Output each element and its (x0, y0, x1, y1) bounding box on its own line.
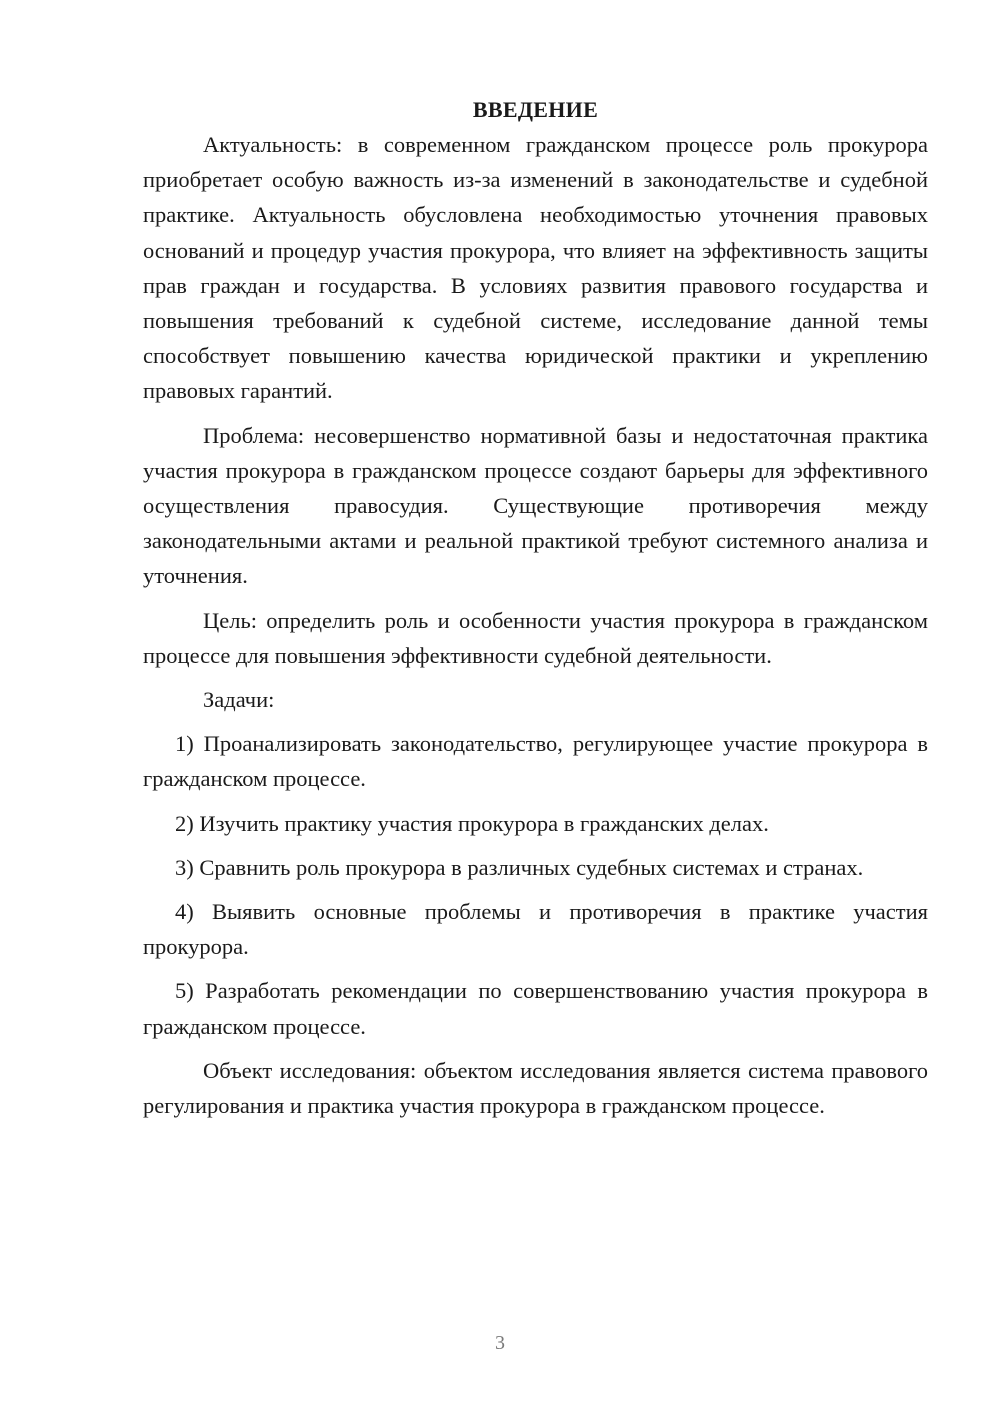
task-item-1: 1) Проанализировать законодательство, регулирующее участие прокурора в гражданском процессе. (143, 731, 928, 792)
section-title: ВВЕДЕНИЕ (472, 97, 599, 122)
document-page (143, 92, 928, 1123)
tasks-list (143, 726, 928, 1044)
page-number: 3 (495, 1332, 505, 1354)
relevance-paragraph: Актуальность: в современном гражданском процессе роль прокурора приобретает особую важность из-за изменений в законодательстве и судебной практике. Актуальность обусловлена необходимостью уточнения правовых оснований и процедур участия прокурора, что влияет на эффективность защиты прав граждан и государства. В условиях развития правового государства и повышения требований к судебной системе, исследование данной темы способствует повышению качества юридической практики и укреплению правовых гарантий. (143, 132, 928, 404)
task-item-3: 3) Сравнить роль прокурора в различных судебных системах и странах. (175, 854, 864, 880)
object-paragraph: Объект исследования: объектом исследования является система правового регулирования и практика участия прокурора в гражданском процессе. (143, 1057, 928, 1119)
tasks-heading: Задачи: (203, 687, 275, 713)
task-item-5: 5) Разработать рекомендации по совершенствованию участия прокурора в гражданском процессе. (143, 978, 928, 1039)
task-item-4: 4) Выявить основные проблемы и противоречия в практике участия прокурора. (143, 899, 928, 960)
goal-paragraph: Цель: определить роль и особенности участия прокурора в гражданском процессе для повышения эффективности судебной деятельности. (143, 607, 928, 668)
task-item-2: 2) Изучить практику участия прокурора в гражданских делах. (175, 810, 769, 836)
problem-paragraph: Проблема: несовершенство нормативной базы и недостаточная практика участия прокурора в гражданском процессе создают барьеры для эффективного осуществления правосудия. Существующие противоречия между законодательными актами и реальной практикой требуют системного анализа и уточнения. (143, 422, 928, 589)
